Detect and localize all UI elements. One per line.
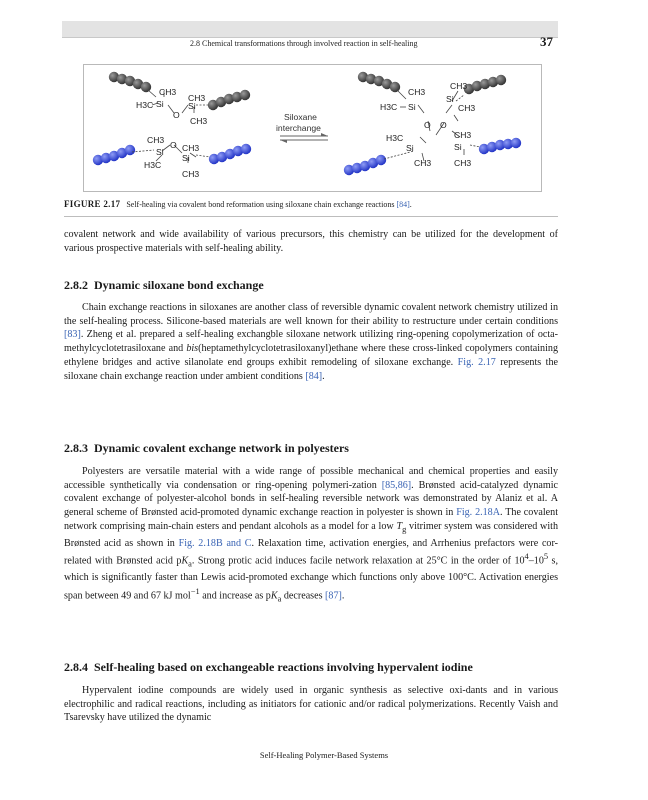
atom-o: O bbox=[440, 120, 447, 130]
text-run: –10 bbox=[528, 555, 544, 567]
atom-o: O bbox=[173, 110, 180, 120]
siloxane-exchange-diagram bbox=[84, 65, 541, 191]
tg-subscript: g bbox=[402, 524, 407, 534]
text-run: s, which is significantly faster than Lewis acid-promoted exchange which functions only above 100°C. Activation energies span between 49 and 67 kJ mol bbox=[64, 555, 558, 602]
section-title: Self-healing based on exchangeable reactions involving hypervalent iodine bbox=[94, 660, 473, 674]
atom-ch3: CH3 bbox=[450, 81, 468, 91]
intro-paragraph: covalent network and wide availability of various precursors, this chemistry can be utilized for the development of various prospective materials with self-healing ability. bbox=[64, 229, 558, 254]
atom-ch3: CH3 bbox=[414, 158, 432, 168]
text-run: . Relaxation time, activation energies, and Arrhenius prefactors were cor-related with Brønsted acid p bbox=[64, 537, 558, 567]
paragraph-2-8-3 bbox=[64, 465, 558, 606]
caption-label: FIGURE 2.17 bbox=[64, 199, 121, 209]
text-run: represents the siloxane chain exchange reaction under ambient conditions bbox=[64, 356, 559, 382]
right-bonds bbox=[384, 90, 480, 161]
left-dark-chain-top bbox=[109, 72, 151, 92]
atom-ch3: CH3 bbox=[188, 93, 206, 103]
section-number: 2.8.3 bbox=[64, 441, 88, 455]
figure-2-17 bbox=[83, 64, 542, 192]
atom-h3c: H3C bbox=[144, 160, 162, 170]
caption-ref-link[interactable]: [84] bbox=[396, 200, 410, 209]
right-dark-chain-right bbox=[464, 75, 506, 94]
right-blue-chain-bottom bbox=[344, 155, 386, 175]
text-run: . bbox=[322, 370, 325, 382]
text-run: and increase as p bbox=[199, 590, 271, 602]
ka-subscript: a bbox=[277, 594, 282, 604]
atom-h3c: H3C bbox=[380, 102, 398, 112]
siloxane-label: Siloxane bbox=[284, 112, 317, 122]
text-run: . Brønsted acid-catalyzed dynamic covalent exchange of polyester-alcohol bonds in self-healing reversible network was demonstrated by Alaniz et al. A general scheme of Brønsted acid-promoted dynamic exchange reaction in polyester is shown in bbox=[64, 479, 558, 519]
atom-ch3: CH3 bbox=[182, 143, 200, 153]
atom-ch3: CH3 bbox=[458, 103, 476, 113]
atom-h3c: H3C bbox=[136, 100, 154, 110]
interchange-label: interchange bbox=[276, 123, 321, 133]
section-heading-2-8-2 bbox=[64, 278, 264, 293]
fig-link-2-18bc[interactable]: Fig. 2.18B and C bbox=[178, 537, 252, 549]
text-run: . The covalent network comprising main-chain esters and pendant alcohols as a model for a low bbox=[64, 507, 559, 532]
section-heading-2-8-3 bbox=[64, 441, 349, 456]
atom-ch3: CH3 bbox=[147, 135, 165, 145]
italic-text: bis bbox=[186, 343, 199, 355]
text-run: vitrimer system was considered with Brønsted acid as shown in bbox=[64, 520, 558, 549]
text-run: . bbox=[341, 590, 345, 602]
atom-ch3: CH3 bbox=[159, 87, 177, 97]
fig-link-2-17[interactable]: Fig. 2.17 bbox=[457, 356, 496, 368]
ref-link-87[interactable]: [87] bbox=[325, 590, 342, 602]
atom-ch3: CH3 bbox=[454, 130, 472, 140]
ka-subscript: a bbox=[188, 559, 192, 569]
atom-si: Si bbox=[182, 153, 190, 163]
text-run: Chain exchange reactions in siloxanes are another class of reversible dynamic covalent network chemistry utilized in the self-healing process. Silicone-based materials are well known for their ability to restructure under certain conditions bbox=[64, 302, 558, 327]
ka-symbol: K bbox=[270, 590, 278, 602]
equilibrium-arrows bbox=[280, 133, 328, 143]
caption-divider bbox=[64, 216, 558, 217]
atom-si: Si bbox=[156, 99, 164, 109]
atom-ch3: CH3 bbox=[182, 169, 200, 179]
page-number: 37 bbox=[540, 34, 553, 49]
ka-symbol: K bbox=[181, 555, 189, 567]
right-blue-chain-right bbox=[479, 138, 521, 154]
text-run: decreases bbox=[281, 590, 326, 602]
caption-end: . bbox=[409, 200, 412, 209]
ref-link-84[interactable]: [84] bbox=[305, 370, 323, 382]
atom-si: Si bbox=[406, 143, 414, 153]
section-number: 2.8.2 bbox=[64, 278, 88, 292]
paragraph-2-8-4: Hypervalent iodine compounds are widely used in organic synthesis as selective oxi-dants and in various electrophilic and radical reactions, including as initiators for cationic and/or radical polymerizations. Recently Vaish and Tsarevsky have utilized the dynamic bbox=[64, 685, 558, 724]
page-header-bar bbox=[62, 21, 558, 38]
left-blue-chain-right bbox=[209, 144, 251, 164]
atom-ch3: CH3 bbox=[408, 87, 426, 97]
figure-caption bbox=[64, 199, 564, 210]
exponent: 4 bbox=[524, 552, 529, 562]
running-title: 2.8 Chemical transformations through involved reaction in self-healing bbox=[190, 39, 418, 48]
exponent: 5 bbox=[543, 552, 549, 562]
atom-si: Si bbox=[454, 142, 462, 152]
atom-o: O bbox=[424, 120, 431, 130]
atom-si: Si bbox=[188, 101, 196, 111]
ref-link-85-86[interactable]: [85,86] bbox=[381, 479, 412, 491]
exponent: −1 bbox=[190, 587, 200, 597]
ref-link-83[interactable]: [83] bbox=[64, 329, 81, 341]
atom-si: Si bbox=[156, 147, 164, 157]
section-number: 2.8.4 bbox=[64, 660, 88, 674]
section-title: Dynamic covalent exchange network in polyesters bbox=[94, 441, 349, 455]
text-run: . Strong protic acid induces facile network relaxation at 25°C in the order of 10 bbox=[191, 555, 525, 567]
left-blue-chain-bottom bbox=[93, 145, 135, 165]
fig-link-2-18a[interactable]: Fig. 2.18A bbox=[456, 507, 501, 519]
text-run: Polyesters are versatile material with a wide range of possible mechanical and chemical properties and easily accessible synthetically via condensation or ring-opening polymeri-zation bbox=[64, 466, 558, 491]
atom-ch3: CH3 bbox=[190, 116, 208, 126]
caption-text: Self-healing via covalent bond reformation using siloxane chain exchange reactions bbox=[126, 200, 397, 209]
section-heading-2-8-4 bbox=[64, 660, 473, 675]
text-run: . Zheng et al. prepared a self-healing exchangble siloxane network utilizing ring-opening copolymerization of octa-methylcyclotetrasiloxane and bbox=[64, 329, 558, 355]
paragraph-2-8-2 bbox=[64, 301, 558, 383]
atom-o: O bbox=[170, 140, 177, 150]
atom-si: Si bbox=[408, 102, 416, 112]
section-title: Dynamic siloxane bond exchange bbox=[94, 278, 264, 292]
page-footer: Self-Healing Polymer-Based Systems bbox=[259, 750, 389, 760]
tg-symbol: T bbox=[396, 520, 403, 532]
atom-si: Si bbox=[446, 94, 454, 104]
left-dark-chain-right bbox=[208, 90, 250, 110]
atom-ch3: CH3 bbox=[454, 158, 472, 168]
right-dark-chain-top bbox=[358, 72, 400, 92]
atom-h3c: H3C bbox=[386, 133, 404, 143]
text-run: (heptamethylcyclotetrasiloxanyl)ethane where these cross-linked copolymers containing ethylene bridges and active silanolate end groups exhibit remodeling of siloxane exchange. bbox=[64, 343, 558, 368]
